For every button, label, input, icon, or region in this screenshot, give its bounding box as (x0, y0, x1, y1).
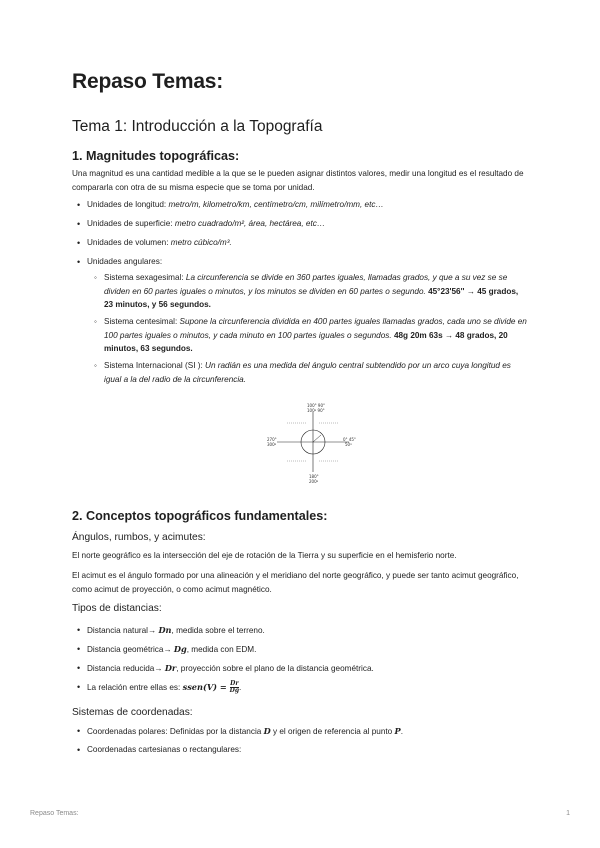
list-item-longitud: • Unidades de longitud: metro/m, kilometro/km, centímetro/cm, milímetro/mm, etc… (87, 198, 528, 212)
sublist-item-si: ◦ Sistema Internacional (SI ): Un radián es una medida del ángulo central subtendido por un arco cuya longitud es igual a la del radio de la circunferencia. (104, 359, 528, 386)
list-item-relacion: • La relación entre ellas es: ssen(V) = $\frac{Dr}{Dg}$ . (87, 680, 528, 695)
section-magnitudes-heading: 1. Magnitudes topográficas: (72, 149, 240, 163)
subsection-distancias-heading: Tipos de distancias: (72, 603, 162, 614)
norte-geografico-paragraph: El norte geográfico es la intersección del eje de rotación de la Tierra y su superficie en el hemisferio norte. (72, 551, 457, 560)
sublist-item-centesimal: ◦ Sistema centesimal: Supone la circunferencia dividida en 400 partes iguales llamadas grados, cada uno se divide en 100 partes iguales o minutos, y cada minuto en 100 partes iguales o segundos. 48g 20m 63s → 48 grados, 20 minutos, 63 segundos. (104, 315, 528, 356)
diagram-label-right1: 0° 45° (343, 437, 356, 442)
list-item-superficie: • Unidades de superficie: metro cuadrado/m², área, hectárea, etc… (87, 217, 528, 231)
magnitudes-intro: Una magnitud es una cantidad medible a la que se le pueden asignar distintos valores, medir una longitud es el resultado de compararla con otra de su misma especie que se toma por unidad. (72, 169, 524, 192)
subsection-coordenadas-heading: Sistemas de coordenadas: (72, 707, 193, 718)
diagram-label-top1: 100° 90° (307, 403, 325, 408)
footer-page-number: 1 (566, 810, 570, 817)
list-item-distancia-natural: • Distancia natural→ Dn, medida sobre el terreno. (87, 623, 528, 638)
list-item-distancia-reducida: • Distancia reducida→ Dr, proyección sobre el plano de la distancia geométrica. (87, 661, 528, 676)
tema1-heading: Tema 1: Introducción a la Topografía (72, 118, 323, 135)
list-item-volumen: • Unidades de volumen: metro cúbico/m³. (87, 236, 528, 250)
section-conceptos-heading: 2. Conceptos topográficos fundamentales: (72, 509, 328, 523)
sublist-item-sexagesimal: ◦ Sistema sexagesimal: La circunferencia se divide en 360 partes iguales, llamadas grados, y que a su vez se se dividen en 60 partes iguales o minutos, y los minutos se dividen en 60 partes o segundo. 45°23'56'' → 45 grados, 23 minutos, y 56 segundos. (104, 271, 528, 312)
relacion-fraction: $\frac{Dr}{Dg}$ (229, 680, 240, 695)
angle-ray (313, 435, 321, 442)
diagram-label-left2: 300ᵍ (267, 442, 277, 447)
footer-title: Repaso Temas: (30, 810, 79, 817)
list-item-coord-cartesianas: • Coordenadas cartesianas o rectangulares: (87, 743, 528, 757)
diagram-label-left1: 270° (267, 437, 277, 442)
angular-systems-diagram (257, 402, 362, 484)
list-item-distancia-geometrica: • Distancia geométrica→ Dg, medida con EDM. (87, 642, 528, 657)
diagram-label-bottom2: 200ᵍ (309, 479, 319, 484)
page-title: Repaso Temas: (72, 70, 224, 93)
list-item-coord-polares: • Coordenadas polares: Definidas por la distancia D y el origen de referencia al punto P. (87, 724, 528, 739)
diagram-label-top2: 100ᵍ 90° (307, 408, 325, 413)
list-item-angulares: • Unidades angulares: (87, 255, 528, 269)
subsection-angulos-heading: Ángulos, rumbos, y acimutes: (72, 532, 206, 543)
acimut-paragraph: El acimut es el ángulo formado por una alineación y el meridiano del norte geográfico, y puede ser tanto acimut geográfico, como acimut de proyección, o como acimut magnético. (72, 571, 519, 594)
diagram-label-bottom1: 180° (309, 474, 319, 479)
diagram-label-right2: 50ᵍ (345, 442, 352, 447)
